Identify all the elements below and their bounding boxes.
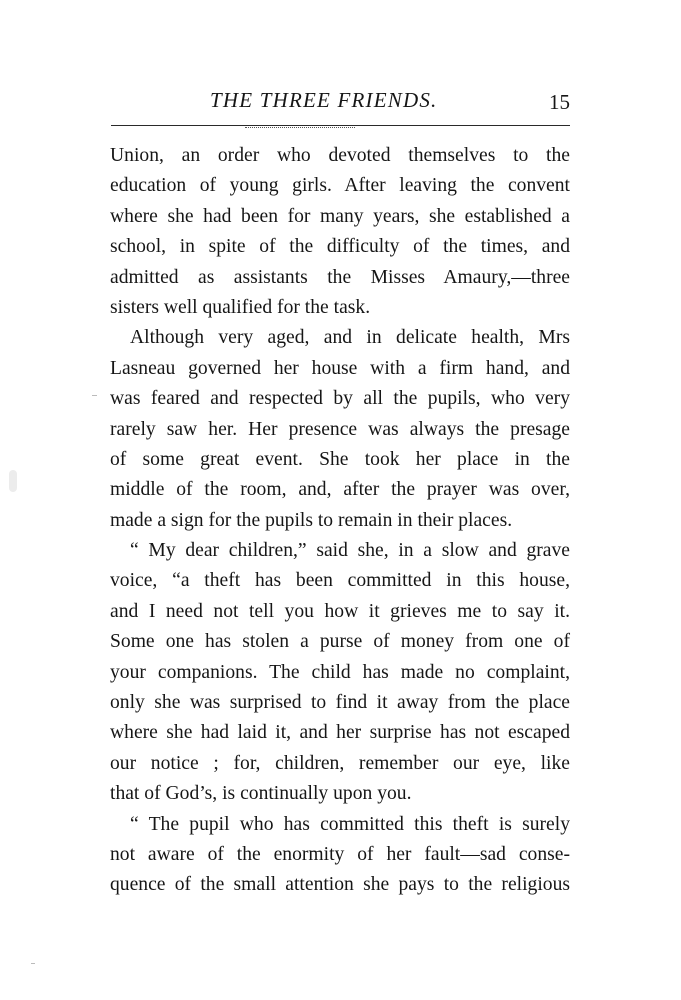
text-line: and I need not tell you how it grieves me to say it. [110,600,570,622]
page-number: 15 [549,90,570,114]
paper-blemish [9,470,17,492]
margin-mark [92,395,97,396]
header-rule-ornament [245,127,355,128]
text-line: “ The pupil who has committed this theft is surely [130,813,570,835]
text-line: admitted as assistants the Misses Amaury,—three [110,266,570,288]
text-line: was feared and respected by all the pupils, who very [110,388,570,410]
text-line: our notice ; for, children, remember our eye, like [110,752,570,774]
body-text [110,141,570,901]
margin-mark [31,963,35,964]
text-line: Some one has stolen a purse of money from one of [110,631,570,653]
text-line: education of young girls. After leaving the convent [110,175,570,197]
text-line: school, in spite of the difficulty of the times, and [110,236,570,258]
text-line: that of God’s, is continually upon you. [110,783,412,805]
text-line: where she had been for many years, she established a [110,205,570,227]
text-line: Although very aged, and in delicate health, Mrs [130,327,570,349]
text-line: sisters well qualified for the task. [110,296,371,318]
text-line: Union, an order who devoted themselves to the [110,145,570,166]
text-line: made a sign for the pupils to remain in their places. [110,509,513,531]
text-line: quence of the small attention she pays to the religious [110,874,570,896]
running-title: THE THREE FRIENDS. [210,88,438,112]
text-line: where she had laid it, and her surprise has not escaped [110,722,570,744]
paragraph-1 [110,141,570,323]
paragraph-3 [110,536,570,810]
text-line: not aware of the enormity of her fault—sad conse- [110,843,570,865]
paragraph-4 [110,810,570,901]
text-line: voice, “a theft has been committed in this house, [110,570,570,592]
text-line: middle of the room, and, after the prayer was over, [110,479,570,501]
text-line: rarely saw her. Her presence was always the presage [110,418,570,440]
text-line: “ My dear children,” said she, in a slow and grave [130,540,570,562]
text-line: of some great event. She took her place in the [110,448,570,470]
running-head [110,88,570,118]
paragraph-2 [110,323,570,536]
text-line: only she was surprised to find it away from the place [110,692,570,714]
text-line: your companions. The child has made no complaint, [110,661,570,683]
text-line: Lasneau governed her house with a firm hand, and [110,357,570,379]
header-rule [111,125,570,126]
